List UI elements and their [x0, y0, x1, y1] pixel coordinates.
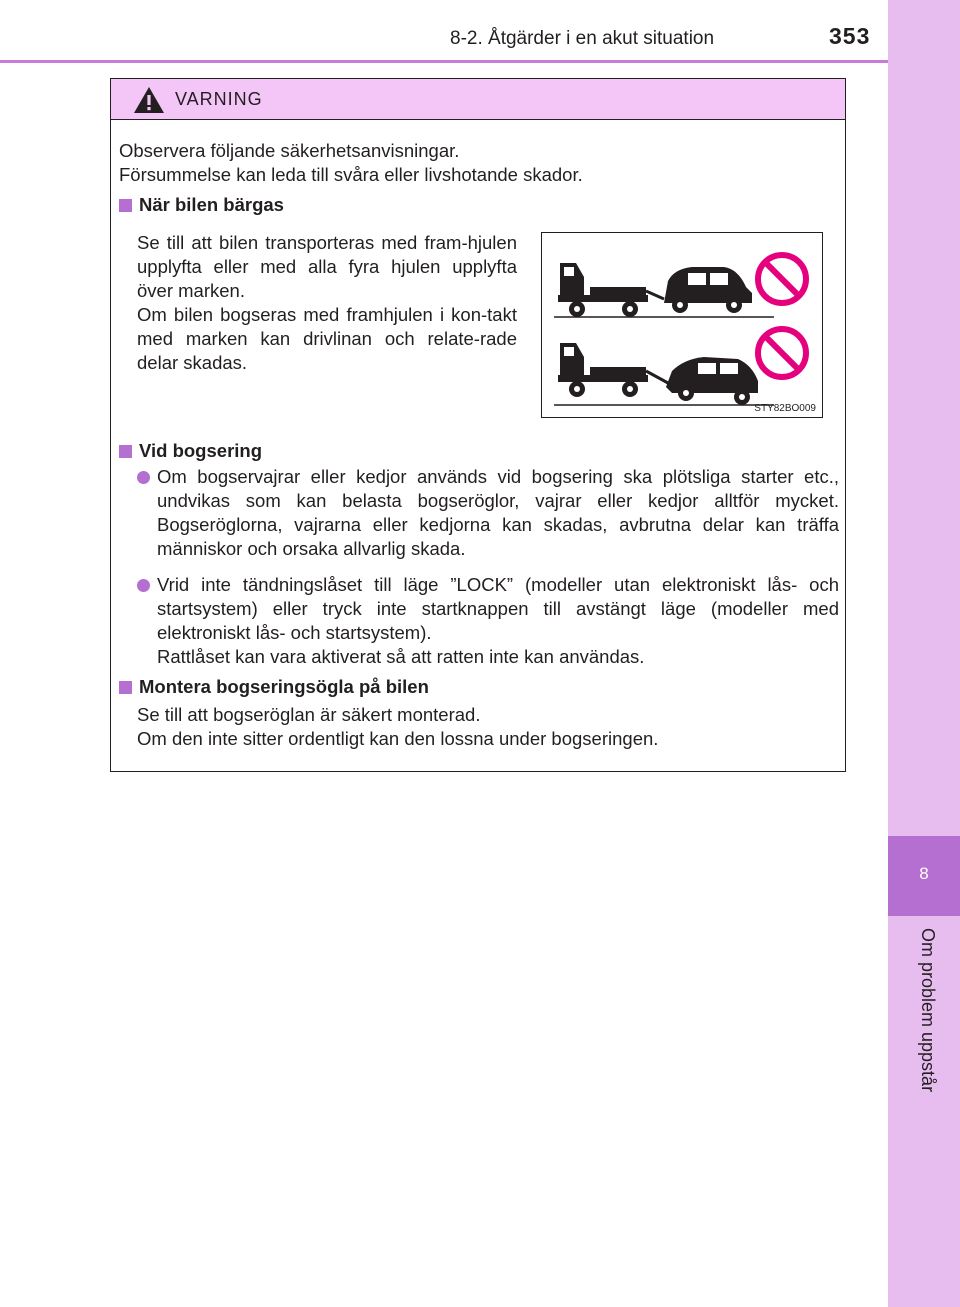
list-item-text: Om bogservajrar eller kedjor används vid bogsering ska plötsliga starter etc., undvikas som kan belasta bogseröglor, vajrar eller kedjor alltför mycket. Bogseröglorna, vajrarna eller kedjorna kan skadas, avbrutna delar kan träffa människor och orsaka allvarlig skada. [157, 466, 839, 559]
warning-triangle-icon [133, 86, 165, 114]
section-text-towing: Se till att bilen transporteras med fram-hjulen upplyfta eller med alla fyra hjulen upplyfta över marken. Om bilen bogseras med framhjulen i kon-takt med marken kan drivlinan och relate-rade delar skadas. [137, 232, 517, 373]
section-title: 8-2. Åtgärder i en akut situation [450, 28, 715, 49]
chapter-label: Om problem uppstår [918, 928, 938, 1093]
car-icon [666, 357, 758, 405]
square-bullet-icon [119, 199, 132, 212]
circle-bullet-icon [137, 579, 150, 592]
list-item-text: Vrid inte tändningslåset till läge ”LOCK” (modeller utan elektroniskt lås- och startsystem) eller tryck inte startknappen till avstängt läge (modeller med elektroniskt lås- och startsystem). Rattlåset kan vara aktiverat så att ratten inte kan användas. [157, 574, 839, 667]
square-bullet-icon [119, 681, 132, 694]
section-heading-towing-rules [119, 439, 262, 463]
chapter-number: 8 [919, 864, 929, 883]
section-heading-text: Vid bogsering [139, 440, 263, 461]
section-heading-towing [119, 193, 284, 217]
tow-truck-icon [558, 343, 668, 397]
square-bullet-icon [119, 445, 132, 458]
header-rule [0, 60, 888, 63]
figure-code: STY82BO009 [754, 403, 816, 414]
chapter-tab[interactable] [888, 836, 960, 916]
tow-truck-icon [558, 263, 664, 317]
page-number: 353 [829, 23, 871, 49]
prohibition-icon [758, 255, 806, 303]
section-heading-text: När bilen bärgas [139, 194, 284, 215]
warning-title: VARNING [175, 89, 263, 109]
towing-figure [541, 232, 823, 418]
section-heading-text: Montera bogseringsögla på bilen [139, 676, 429, 697]
towing-illustration [542, 233, 822, 417]
section-text-tow-eyelet: Se till att bogseröglan är säkert monterad. Om den inte sitter ordentligt kan den lossna under bogseringen. [137, 704, 659, 749]
prohibition-icon [758, 329, 806, 377]
section-heading-tow-eyelet [119, 675, 429, 699]
list-item [137, 465, 839, 561]
list-item [137, 573, 839, 669]
warning-header [111, 79, 845, 120]
warning-intro: Observera följande säkerhetsanvisningar. Försummelse kan leda till svåra eller livshotande skador. [119, 140, 583, 185]
warning-box [110, 78, 846, 772]
circle-bullet-icon [137, 471, 150, 484]
car-icon [664, 267, 752, 313]
